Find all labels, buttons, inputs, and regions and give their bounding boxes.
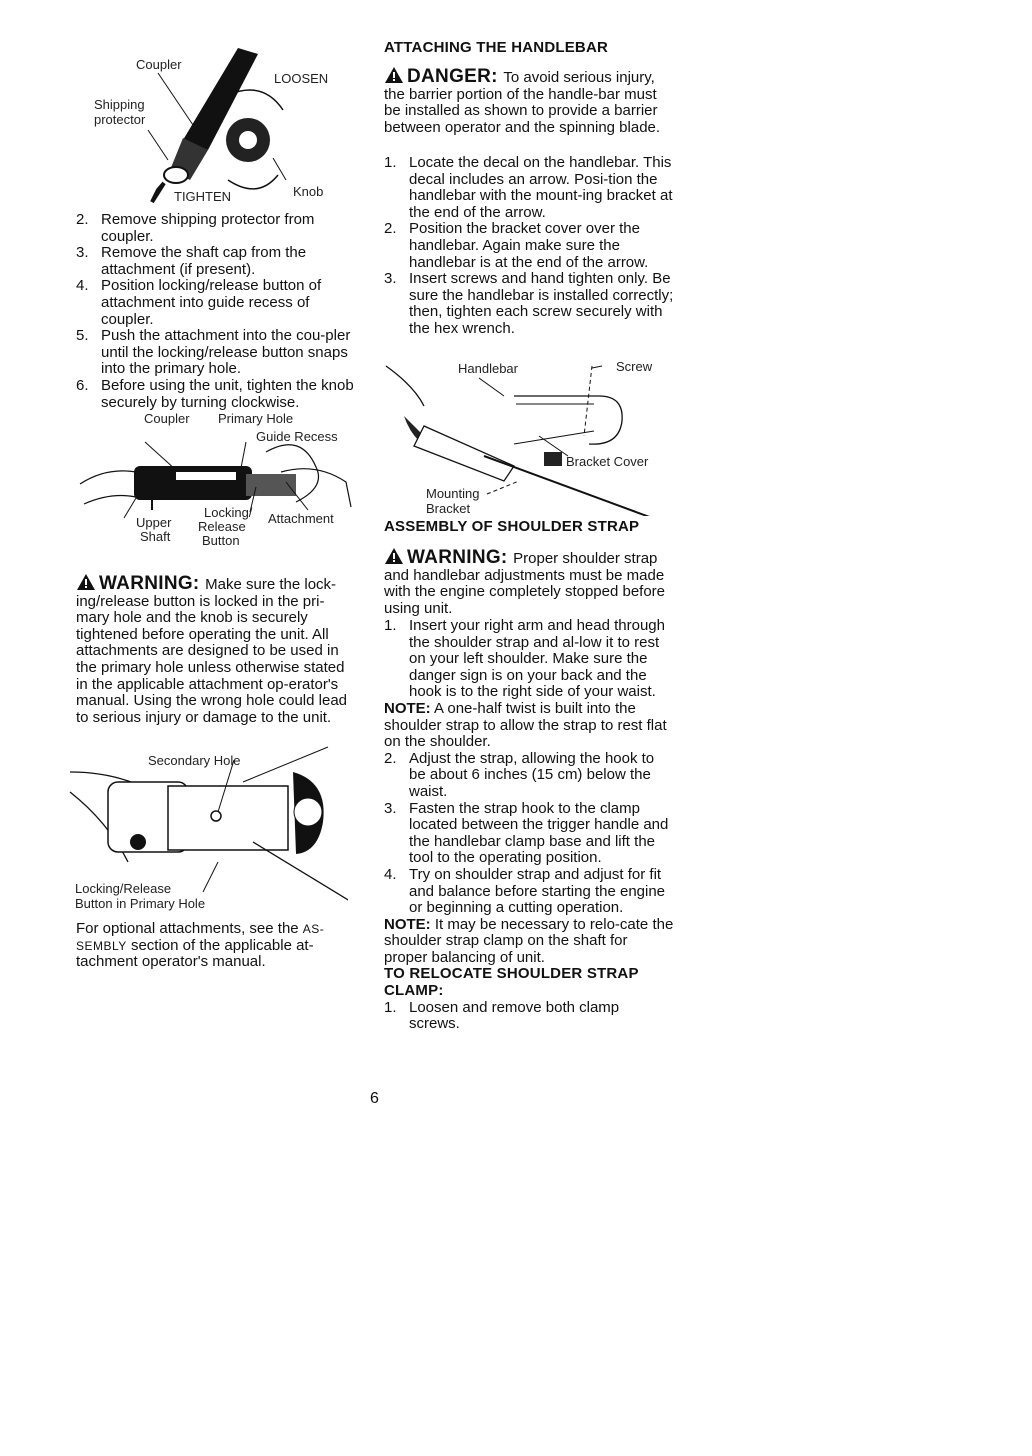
label-attachment: Attachment bbox=[268, 511, 334, 526]
label-bracket-cover: Bracket Cover bbox=[566, 454, 649, 469]
label-guide-recess: Guide Recess bbox=[256, 429, 338, 444]
list-item: 5. Push the attachment into the cou-pler until the locking/release button snaps into the primary hole. bbox=[76, 327, 351, 378]
danger-text: To avoid serious injury, the barrier portion of the handle-bar must be installed as shown to provide a barrier between operator and the spinning blade. bbox=[384, 69, 661, 136]
list-item: 3. Insert screws and hand tighten only. Be sure the handlebar is installed correctly; then, tighten each screw securely with the hex wrench. bbox=[384, 270, 674, 337]
label-handlebar: Handlebar bbox=[458, 361, 518, 376]
strap-warning bbox=[384, 547, 674, 617]
list-item: 2. Adjust the strap, allowing the hook to be about 6 inches (15 cm) below the waist. bbox=[384, 749, 655, 800]
label-secondary-hole: Secondary Hole bbox=[148, 753, 241, 768]
label-mounting: Mounting bbox=[426, 486, 480, 501]
list-item: 1. Insert your right arm and head through the shoulder strap and al-low it to rest on your left shoulder. Make sure the danger sign is on your back and the hook is to the right side of your waist. bbox=[384, 617, 665, 701]
strap-note-1: NOTE: A one-half twist is built into the shoulder strap to allow the strap to rest flat on the shoulder. bbox=[384, 699, 667, 751]
label-locking: Locking/ bbox=[204, 505, 253, 520]
danger-block bbox=[384, 66, 674, 136]
list-item: 3. Fasten the strap hook to the clamp located between the trigger handle and the handlebar clamp base and lift the tool to the operating position. bbox=[384, 799, 669, 867]
assembly-smallcaps: AS-SEMBLY bbox=[76, 922, 325, 953]
handlebar-figure bbox=[384, 356, 674, 516]
left-steps bbox=[76, 212, 354, 411]
shoulder-strap-heading: ASSEMBLY OF SHOULDER STRAP bbox=[384, 518, 640, 535]
list-item: 2. Remove shipping protector from coupler. bbox=[76, 211, 315, 245]
coupler-knob-figure bbox=[88, 40, 356, 210]
list-item: 6. Before using the unit, tighten the knob securely by turning clockwise. bbox=[76, 376, 354, 411]
strap-step-1 bbox=[384, 618, 674, 701]
relocate-clamp-heading: TO RELOCATE SHOULDER STRAP CLAMP: bbox=[384, 965, 639, 1000]
label-shipping: Shipping bbox=[94, 97, 145, 112]
label-locking-release: Locking/Release bbox=[75, 881, 172, 896]
locking-warning bbox=[76, 573, 354, 726]
label-shaft: Shaft bbox=[140, 529, 171, 544]
page-number: 6 bbox=[370, 1090, 379, 1107]
label-tighten: TIGHTEN bbox=[174, 189, 232, 204]
label-coupler: Coupler bbox=[144, 411, 190, 426]
warning-triangle-icon bbox=[384, 66, 404, 84]
label-button-primary-hole: Button in Primary Hole bbox=[75, 896, 206, 911]
list-item: 1. Locate the decal on the handlebar. This decal includes an arrow. Posi-tion the handlebar with the mount-ing bracket at the end of the arrow. bbox=[384, 154, 673, 221]
label-protector: protector bbox=[94, 112, 146, 127]
handlebar-steps bbox=[384, 155, 674, 338]
label-loosen: LOOSEN bbox=[274, 71, 329, 86]
optional-attachments-text: For optional attachments, see the AS-SEMBLY section of the applicable at-tachment operator's manual. bbox=[76, 920, 325, 971]
relocate-steps bbox=[384, 1000, 674, 1033]
strap-note-2: NOTE: It may be necessary to relo-cate the shoulder strap clamp on the shaft for proper balancing of unit. bbox=[384, 915, 674, 966]
list-item: 1. Loosen and remove both clamp screws. bbox=[384, 998, 620, 1033]
list-item: 2. Position the bracket cover over the handlebar. Again make sure the handlebar is at the end of the arrow. bbox=[384, 220, 649, 271]
guide-recess-figure bbox=[76, 412, 356, 552]
list-item: 4. Try on shoulder strap and adjust for fit and balance before starting the engine or beginning a cutting operation. bbox=[384, 865, 666, 917]
warning-text: Make sure the lock-ing/release button is locked in the pri-mary hole and the knob is securely tightened before operating the unit. All attachments are designed to be used in the primary hole unless otherwise stated in the applicable attachment op-erator's manual. Using the wrong hole could lead to serious injury or damage to the unit. bbox=[76, 576, 348, 726]
label-coupler: Coupler bbox=[136, 57, 182, 72]
warning-heading: WARNING: bbox=[76, 573, 205, 594]
danger-heading: DANGER: bbox=[384, 66, 503, 87]
list-item: 3. Remove the shaft cap from the attachment (if present). bbox=[76, 244, 307, 278]
label-knob: Knob bbox=[293, 184, 324, 199]
warning-heading: WARNING: bbox=[384, 547, 513, 568]
warning-text: Proper shoulder strap and handlebar adjustments must be made with the engine completely stopped before using unit. bbox=[384, 550, 666, 617]
warning-triangle-icon bbox=[384, 547, 404, 565]
list-item: 4. Position locking/release button of attachment into guide recess of coupler. bbox=[76, 277, 322, 328]
label-primary-hole: Primary Hole bbox=[218, 411, 294, 426]
attaching-handlebar-heading: ATTACHING THE HANDLEBAR bbox=[384, 39, 609, 56]
label-release: Release bbox=[198, 519, 246, 534]
warning-triangle-icon bbox=[76, 573, 96, 591]
label-bracket: Bracket bbox=[426, 501, 471, 516]
label-screw: Screw bbox=[616, 359, 653, 374]
strap-instructions bbox=[384, 618, 674, 1033]
secondary-hole-figure bbox=[68, 742, 348, 918]
strap-steps-2-4 bbox=[384, 751, 674, 917]
label-upper: Upper bbox=[136, 515, 172, 530]
label-button: Button bbox=[202, 533, 240, 548]
